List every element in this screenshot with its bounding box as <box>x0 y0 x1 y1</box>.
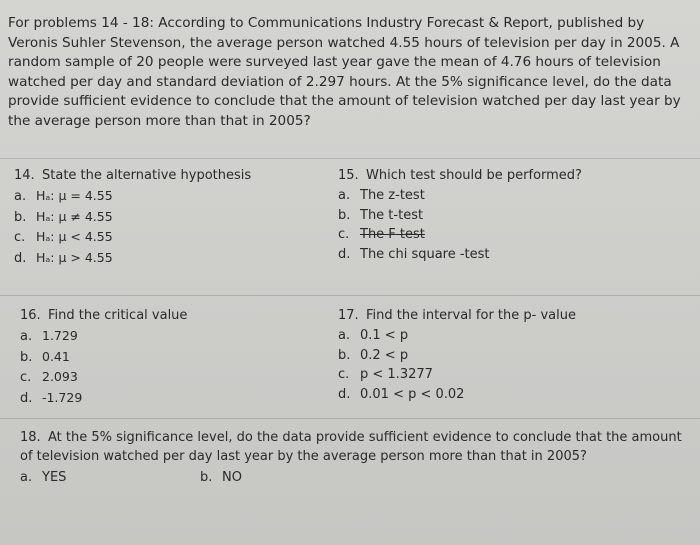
divider-top <box>0 158 700 159</box>
option-letter: c. <box>338 227 350 242</box>
question-15-prompt: Which test should be performed? <box>366 168 582 183</box>
option-letter: d. <box>14 250 27 266</box>
q17-option-d[interactable] <box>338 385 678 405</box>
q15-option-d[interactable] <box>338 245 678 265</box>
q16-option-a[interactable] <box>20 326 320 347</box>
q15-option-c-crossed-out[interactable] <box>338 225 678 245</box>
option-text: YES <box>42 470 67 485</box>
q17-option-b[interactable] <box>338 346 678 366</box>
option-letter: d. <box>20 390 33 406</box>
question-18 <box>20 428 685 488</box>
question-17-number: 17. <box>338 308 359 323</box>
q14-option-c[interactable] <box>14 227 314 248</box>
option-letter: b. <box>338 207 351 223</box>
question-14-prompt: State the alternative hypothesis <box>42 168 252 183</box>
option-letter: b. <box>338 347 351 363</box>
option-letter: c. <box>20 370 32 385</box>
option-text: 2.093 <box>42 369 78 384</box>
option-letter: b. <box>200 470 213 485</box>
q14-option-a[interactable] <box>14 186 314 207</box>
option-letter: a. <box>338 188 351 203</box>
question-17 <box>338 308 678 404</box>
option-letter: b. <box>14 209 27 225</box>
question-18-title <box>20 428 685 466</box>
question-14-number: 14. <box>14 168 35 183</box>
q15-option-a[interactable] <box>338 186 678 206</box>
question-18-prompt: At the 5% significance level, do the data provide sufficient evidence to conclude that the amount of television watched per day last year by the average person more than that in 2005? <box>20 430 682 464</box>
q16-option-b[interactable] <box>20 347 320 368</box>
option-text: 1.729 <box>42 328 78 343</box>
option-letter: a. <box>20 329 33 344</box>
option-text: 0.2 < p <box>360 347 409 363</box>
option-text: 0.01 < p < 0.02 <box>360 386 465 402</box>
option-text: The z-test <box>360 188 425 203</box>
question-16 <box>20 308 320 408</box>
problem-intro: For problems 14 - 18: According to Communications Industry Forecast & Report, published by Veronis Suhler Stevenson, the average person watched 4.55 hours of television per day in 2005. A random sample of 20 people were surveyed last year gave the mean of 4.76 hours of television watched per day and standard deviation of 2.297 hours. At the 5% significance level, do the data provide sufficient evidence to conclude that the amount of television watched per day last year by the average person more than that in 2005? <box>8 15 681 129</box>
question-16-number: 16. <box>20 308 41 323</box>
option-letter: b. <box>20 349 33 365</box>
q18-option-a[interactable] <box>20 468 200 488</box>
question-18-options <box>20 468 685 488</box>
question-17-prompt: Find the interval for the p- value <box>366 308 576 323</box>
option-text: 0.1 < p <box>360 328 409 343</box>
question-15 <box>338 168 678 264</box>
option-text: The F test <box>360 227 425 242</box>
option-letter: a. <box>14 189 27 204</box>
option-text: 0.41 <box>42 348 70 364</box>
option-text: Hₐ: μ ≠ 4.55 <box>36 208 113 224</box>
option-letter: a. <box>338 328 351 343</box>
question-15-number: 15. <box>338 168 359 183</box>
q15-option-b[interactable] <box>338 206 678 226</box>
option-text: NO <box>222 470 242 485</box>
question-18-number: 18. <box>20 430 41 445</box>
q16-option-c[interactable] <box>20 367 320 388</box>
divider-bottom <box>0 418 700 419</box>
question-14 <box>14 168 314 268</box>
option-text: -1.729 <box>42 389 83 405</box>
option-text: Hₐ: μ < 4.55 <box>36 229 113 244</box>
question-16-title <box>20 308 320 323</box>
question-16-prompt: Find the critical value <box>48 308 188 323</box>
option-text: Hₐ: μ = 4.55 <box>36 188 113 203</box>
question-15-title <box>338 168 678 183</box>
question-14-title <box>14 168 314 183</box>
q16-option-d[interactable] <box>20 388 320 409</box>
option-letter: d. <box>338 246 351 262</box>
q18-option-b[interactable] <box>200 468 380 488</box>
option-letter: a. <box>20 470 33 485</box>
option-letter: c. <box>14 230 26 245</box>
divider-middle <box>0 295 700 296</box>
option-text: Hₐ: μ > 4.55 <box>36 249 113 265</box>
q14-option-b[interactable] <box>14 207 314 228</box>
option-letter: c. <box>338 367 350 382</box>
option-text: The t-test <box>360 207 424 223</box>
q14-option-d[interactable] <box>14 248 314 269</box>
option-letter: d. <box>338 386 351 402</box>
q17-option-a[interactable] <box>338 326 678 346</box>
option-text: The chi square -test <box>360 246 490 262</box>
q17-option-c[interactable] <box>338 365 678 385</box>
question-17-title <box>338 308 678 323</box>
option-text: p < 1.3277 <box>360 367 433 382</box>
